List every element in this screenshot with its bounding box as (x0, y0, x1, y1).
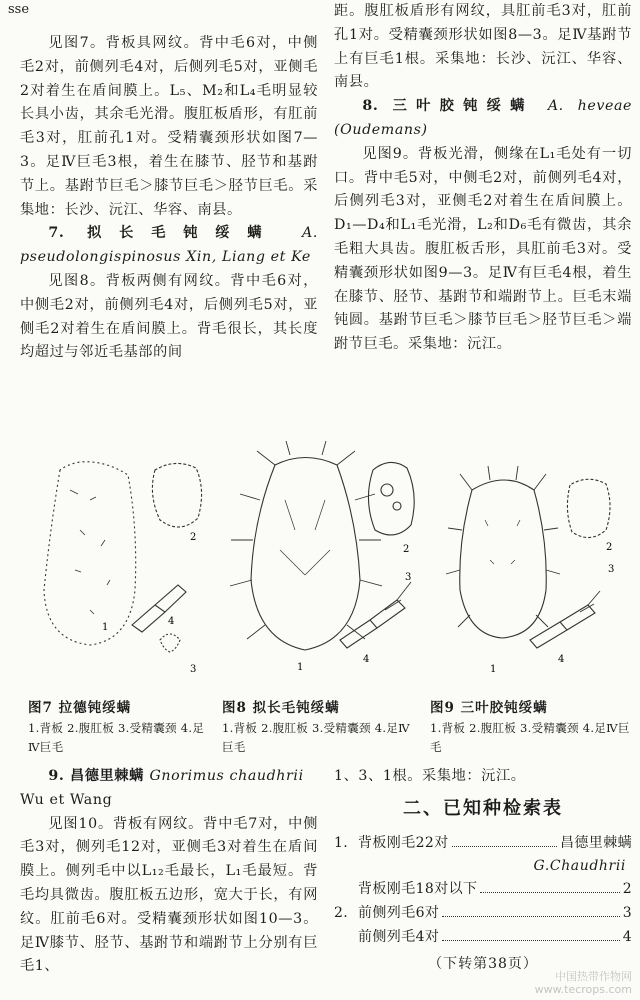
fig9-label-3: 3 (608, 564, 615, 575)
key-leader-dots (480, 892, 619, 893)
fig9-title: 图9 三叶胶钝绥螨 (430, 700, 548, 716)
key-leader-dots (442, 916, 619, 917)
key-character: 背板刚毛18对以下 (358, 880, 478, 897)
fig7-dorsal-shield (44, 462, 136, 645)
fig9-description: 见图9。背板光滑，侧缘在L₁毛处有一切口。背中毛5对，中侧毛2对，前侧列毛4对，后侧列毛3对，亚侧毛2对着生在盾间膜上。D₁—D₄和L₁毛光滑，L₂和D₆毛有微齿，其余毛粗大具齿。腹肛板舌形，具肛前毛3对。受精囊颈形状如图9—3。足Ⅳ有巨毛4根，着生在膝节、胫节、基跗节和端跗节上。巨毛末端钝圆。基跗节巨毛＞膝节巨毛＞胫节巨毛＞端跗节巨毛。采集地：沅江。 (334, 145, 632, 353)
key-entry-1b (334, 877, 632, 901)
key-number: 1. (334, 834, 349, 851)
key-character: 背板刚毛22对 (358, 834, 449, 851)
fig9-caption (430, 697, 630, 757)
watermark-line-1: www.tecrops.com (534, 983, 632, 996)
key-number: 2. (334, 904, 349, 921)
right-column (334, 0, 632, 357)
fig7-leg-segment (132, 585, 186, 632)
key-character: 前侧列毛6对 (358, 904, 440, 921)
fig7-caption (28, 697, 208, 757)
fig10-description-end: 1、3、1根。采集地：沅江。 (334, 768, 526, 784)
fig8-description-start: 见图8。背板两侧有网纹。背中毛6对，中侧毛2对，前侧列毛4对，后侧列毛5对，亚侧毛2对着生在盾间膜上。背毛很长，其长度均超过与邻近毛基部的间 (20, 272, 318, 361)
fig8-legend: 1.背板 2.腹肛板 3.受精囊颈 4.足Ⅳ巨毛 (222, 721, 410, 754)
species-heading-8 (334, 95, 632, 143)
species-name-cn-7: 7. 拟长毛钝绥螨 (48, 225, 280, 242)
fig9-label-2: 2 (606, 542, 613, 553)
watermark-line-2: 中国热带作物网 (555, 970, 632, 983)
key-entry-2b (334, 925, 632, 949)
key-entry-2 (334, 901, 632, 925)
fig8-leg-segment (340, 600, 405, 648)
left-column (20, 32, 318, 365)
fig9-label-1: 1 (490, 664, 497, 675)
fig8-title: 图8 拟长毛钝绥螨 (222, 700, 340, 716)
fig8-caption (222, 697, 417, 757)
species-name-cn-8: 8. 三叶胶钝绥螨 (362, 98, 534, 115)
fig7-legend: 1.背板 2.腹肛板 3.受精囊颈 4.足Ⅳ巨毛 (28, 721, 205, 754)
fig8-label-2: 2 (403, 544, 410, 555)
fig7-label-3: 3 (190, 664, 197, 675)
fig9-dorsal-shield (460, 480, 547, 638)
fig7-title: 图7 拉德钝绥螨 (28, 700, 132, 716)
fig9-legend: 1.背板 2.腹肛板 3.受精囊颈 4.足Ⅳ巨毛 (430, 721, 630, 754)
bottom-right-column (334, 765, 632, 976)
key-target: 昌德里棘螨 (560, 834, 632, 851)
fig7-label-1: 1 (102, 622, 109, 633)
fig8-label-3: 3 (405, 572, 412, 583)
species-name-cn-9: 9. 昌德里棘螨 (48, 768, 144, 784)
key-leader-dots (442, 940, 619, 941)
fig7-ventrianal-shield (152, 463, 201, 527)
fig9-ventrianal-shield (567, 479, 610, 537)
fig8-description-end: 距。腹肛板盾形有网纹，具肛前毛3对，肛前孔1对。受精囊颈形状如图8—3。足Ⅳ基跗节上有巨毛1根。采集地：长沙、沅江、华容、南县。 (334, 3, 632, 91)
fig7-label-4: 4 (168, 616, 175, 627)
figure-illustrations (20, 440, 620, 695)
bottom-left-column (20, 765, 318, 979)
fig7-spermatheca (160, 634, 180, 652)
fig10-description: 见图10。背板有网纹。背中毛7对，中侧毛3对，侧列毛12对，亚侧毛3对着生在盾间膜上。侧列毛中以L₁₂毛最长，L₁毛最短。背毛均具微齿。腹肛板五边形，宽大于长，有网纹。肛前毛6对。受精囊颈形状如图10—3。足Ⅳ膝节、胫节、基跗节和端跗节上分别有巨毛1、 (20, 815, 318, 975)
fig7-label-2: 2 (190, 532, 197, 543)
fig8-label-1: 1 (297, 662, 304, 673)
fig8-dorsal-shield (251, 458, 360, 651)
key-target: 2 (622, 880, 632, 897)
watermark (535, 970, 632, 996)
fig7-description: 见图7。背板具网纹。背中毛6对，中侧毛2对，前侧列毛4对，后侧列毛5对，亚侧毛2对着生在盾间膜上。L₅、M₂和L₄毛明显较长具小齿，其余毛光滑。腹肛板盾形，有肛前毛3对，肛前孔1对。受精囊颈形状如图7—3。足Ⅳ巨毛3根，着生在膝节、胫节和基跗节上。基跗节巨毛＞膝节巨毛＞胫节巨毛。采集地：长沙、沅江、华容、南县。 (20, 35, 318, 218)
key-leader-dots (452, 846, 557, 847)
fig8-drawing (225, 440, 425, 690)
key-scientific-name: G.Chaudhrii (533, 857, 626, 874)
fig9-label-4: 4 (558, 654, 565, 665)
key-target: 3 (622, 904, 632, 921)
key-target: 4 (622, 928, 632, 945)
key-entry-1 (334, 831, 632, 855)
species-authors-9: Wu et Wang (20, 791, 113, 808)
fig7-drawing (20, 440, 210, 690)
fig9-drawing (430, 440, 620, 690)
key-character: 前侧列毛4对 (358, 928, 440, 945)
fig8-ventrianal-shield (368, 462, 414, 535)
page-number: sse (8, 2, 30, 17)
species-name-latin-8: A. heveae (Oudemans) (334, 98, 632, 138)
species-heading-9 (20, 765, 318, 789)
section-title: 二、已知种检索表 (403, 797, 563, 819)
fig8-label-4: 4 (363, 654, 370, 665)
continued-note: （下转第38页） (428, 955, 538, 972)
species-name-latin-9: Gnorimus chaudhrii (149, 768, 304, 784)
species-name-latin-7: A. pseudolongispinosus Xin, Liang et Ke (20, 225, 319, 266)
species-heading-7 (20, 222, 318, 270)
